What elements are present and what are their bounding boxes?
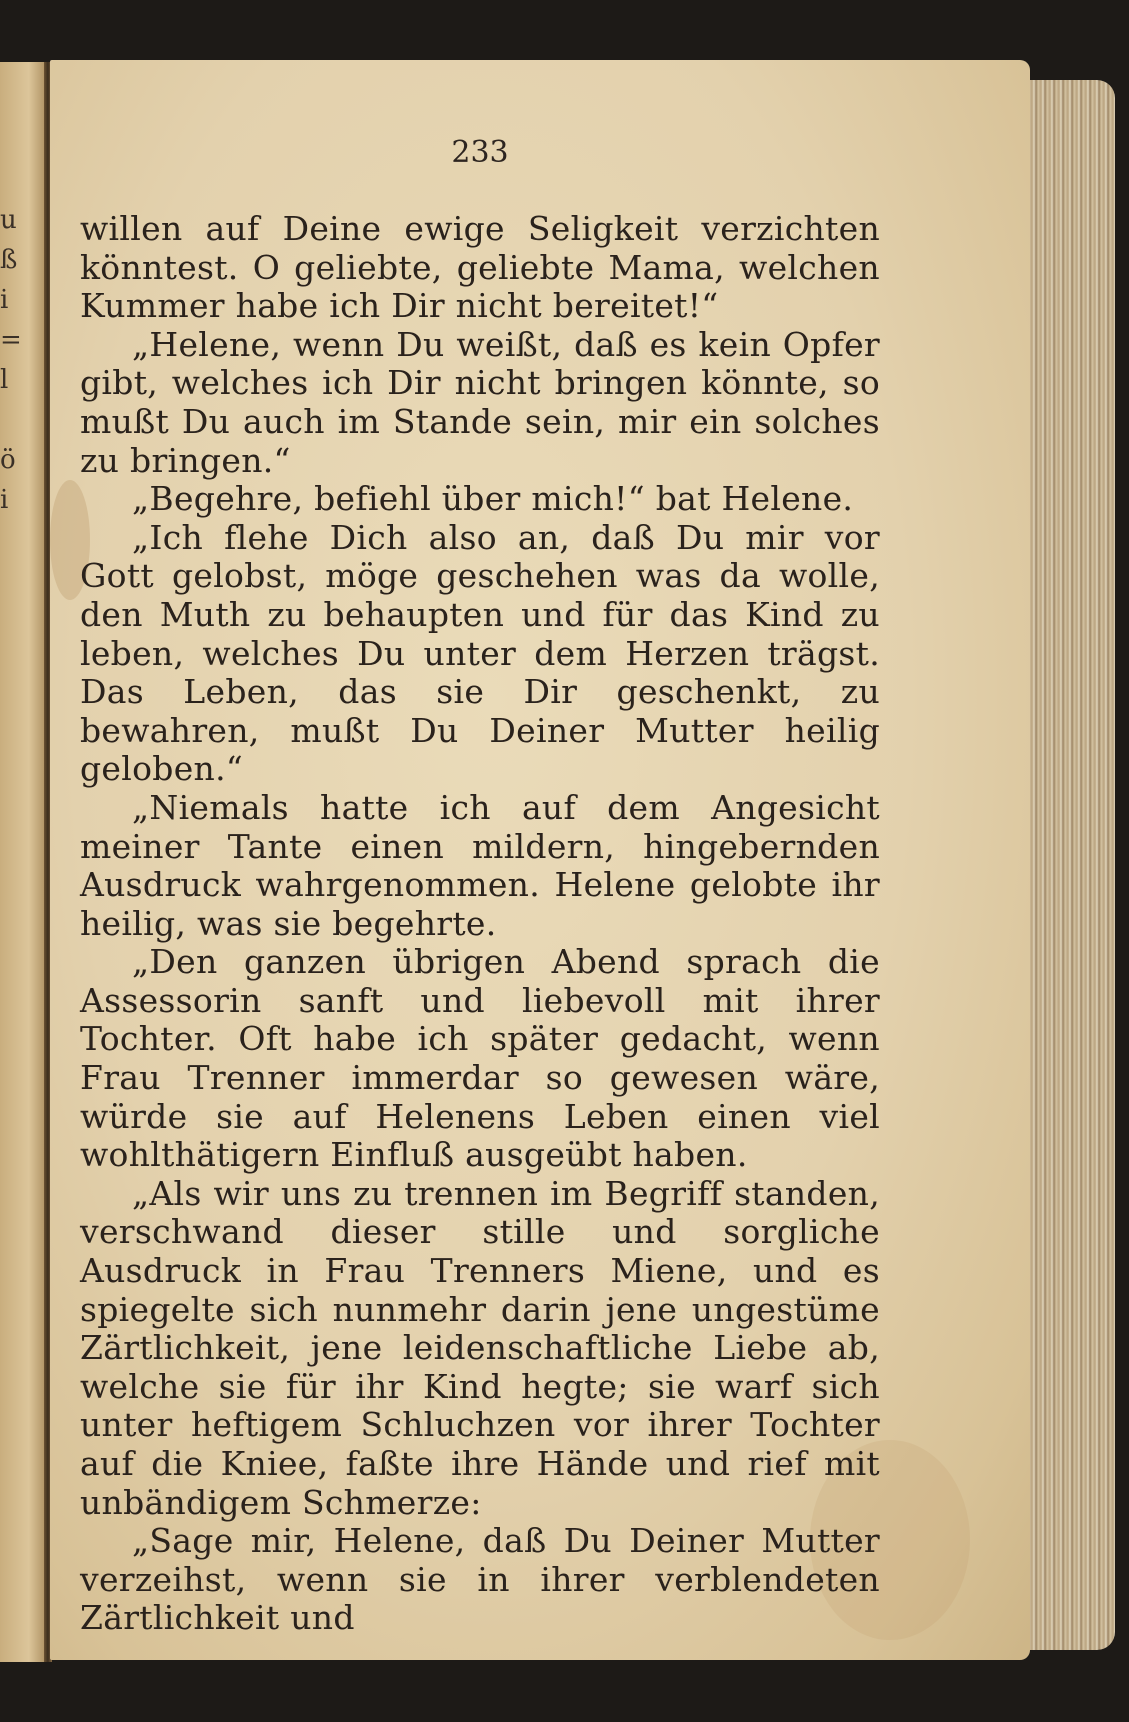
left-fragment: l xyxy=(0,365,9,395)
paragraph: „Helene, wenn Du weißt, daß es kein Opfer gibt, welches ich Dir nicht bringen könnte, so mußt Du auch im Stande sein, mir ein solches zu bringen.“ xyxy=(80,324,880,480)
paragraph: „Als wir uns zu trennen im Begriff standen, verschwand dieser stille und sorgliche Ausdruck in Frau Trenners Miene, und es spiegelte sich nunmehr darin jene ungestüme Zärtlichkeit, jene leidenschaftliche Liebe ab, welche sie für ihr Kind hegte; sie warf sich unter heftigem Schluchzen vor ihrer Tochter auf die Kniee, faßte ihre Hände und rief mit unbändigem Schmerze: xyxy=(80,1173,880,1522)
left-fragment: ö xyxy=(0,445,16,475)
page-number: 233 xyxy=(451,135,509,170)
left-fragment: i xyxy=(0,485,9,515)
page-body xyxy=(80,210,880,1638)
paragraph: „Begehre, befiehl über mich!“ bat Helene. xyxy=(132,479,854,519)
left-fragment: i xyxy=(0,285,9,315)
paragraph: willen auf Deine ewige Seligkeit verzichten könntest. O geliebte, geliebte Mama, welchen Kummer habe ich Dir nicht bereitet!“ xyxy=(80,209,880,326)
left-page-fragments xyxy=(0,205,22,525)
page-edges xyxy=(1020,80,1115,1650)
left-fragment: ß xyxy=(0,245,18,275)
paragraph: „Ich flehe Dich also an, daß Du mir vor Gott gelobst, möge geschehen was da wolle, den Muth zu behaupten und für das Kind zu leben, welches Du unter dem Herzen trägst. Das Leben, das sie Dir geschenkt, zu bewahren, mußt Du Deiner Mutter heilig geloben.“ xyxy=(80,517,880,789)
paragraph: „Den ganzen übrigen Abend sprach die Assessorin sanft und liebevoll mit ihrer Tochter. Oft habe ich später gedacht, wenn Frau Trenner immerdar so gewesen wäre, würde sie auf Helenens Leben einen viel wohlthätigern Einfluß ausgeübt haben. xyxy=(80,942,880,1175)
paragraph: „Sage mir, Helene, daß Du Deiner Mutter verzeihst, wenn sie in ihrer verblendeten Zärtlichkeit und xyxy=(80,1521,880,1638)
left-fragment: = xyxy=(0,325,22,355)
left-fragment: u xyxy=(0,205,17,235)
paragraph: „Niemals hatte ich auf dem Angesicht meiner Tante einen mildern, hingebernden Ausdruck wahrgenommen. Helene gelobte ihr heilig, was sie begehrte. xyxy=(80,787,880,943)
left-fragment xyxy=(0,405,22,445)
